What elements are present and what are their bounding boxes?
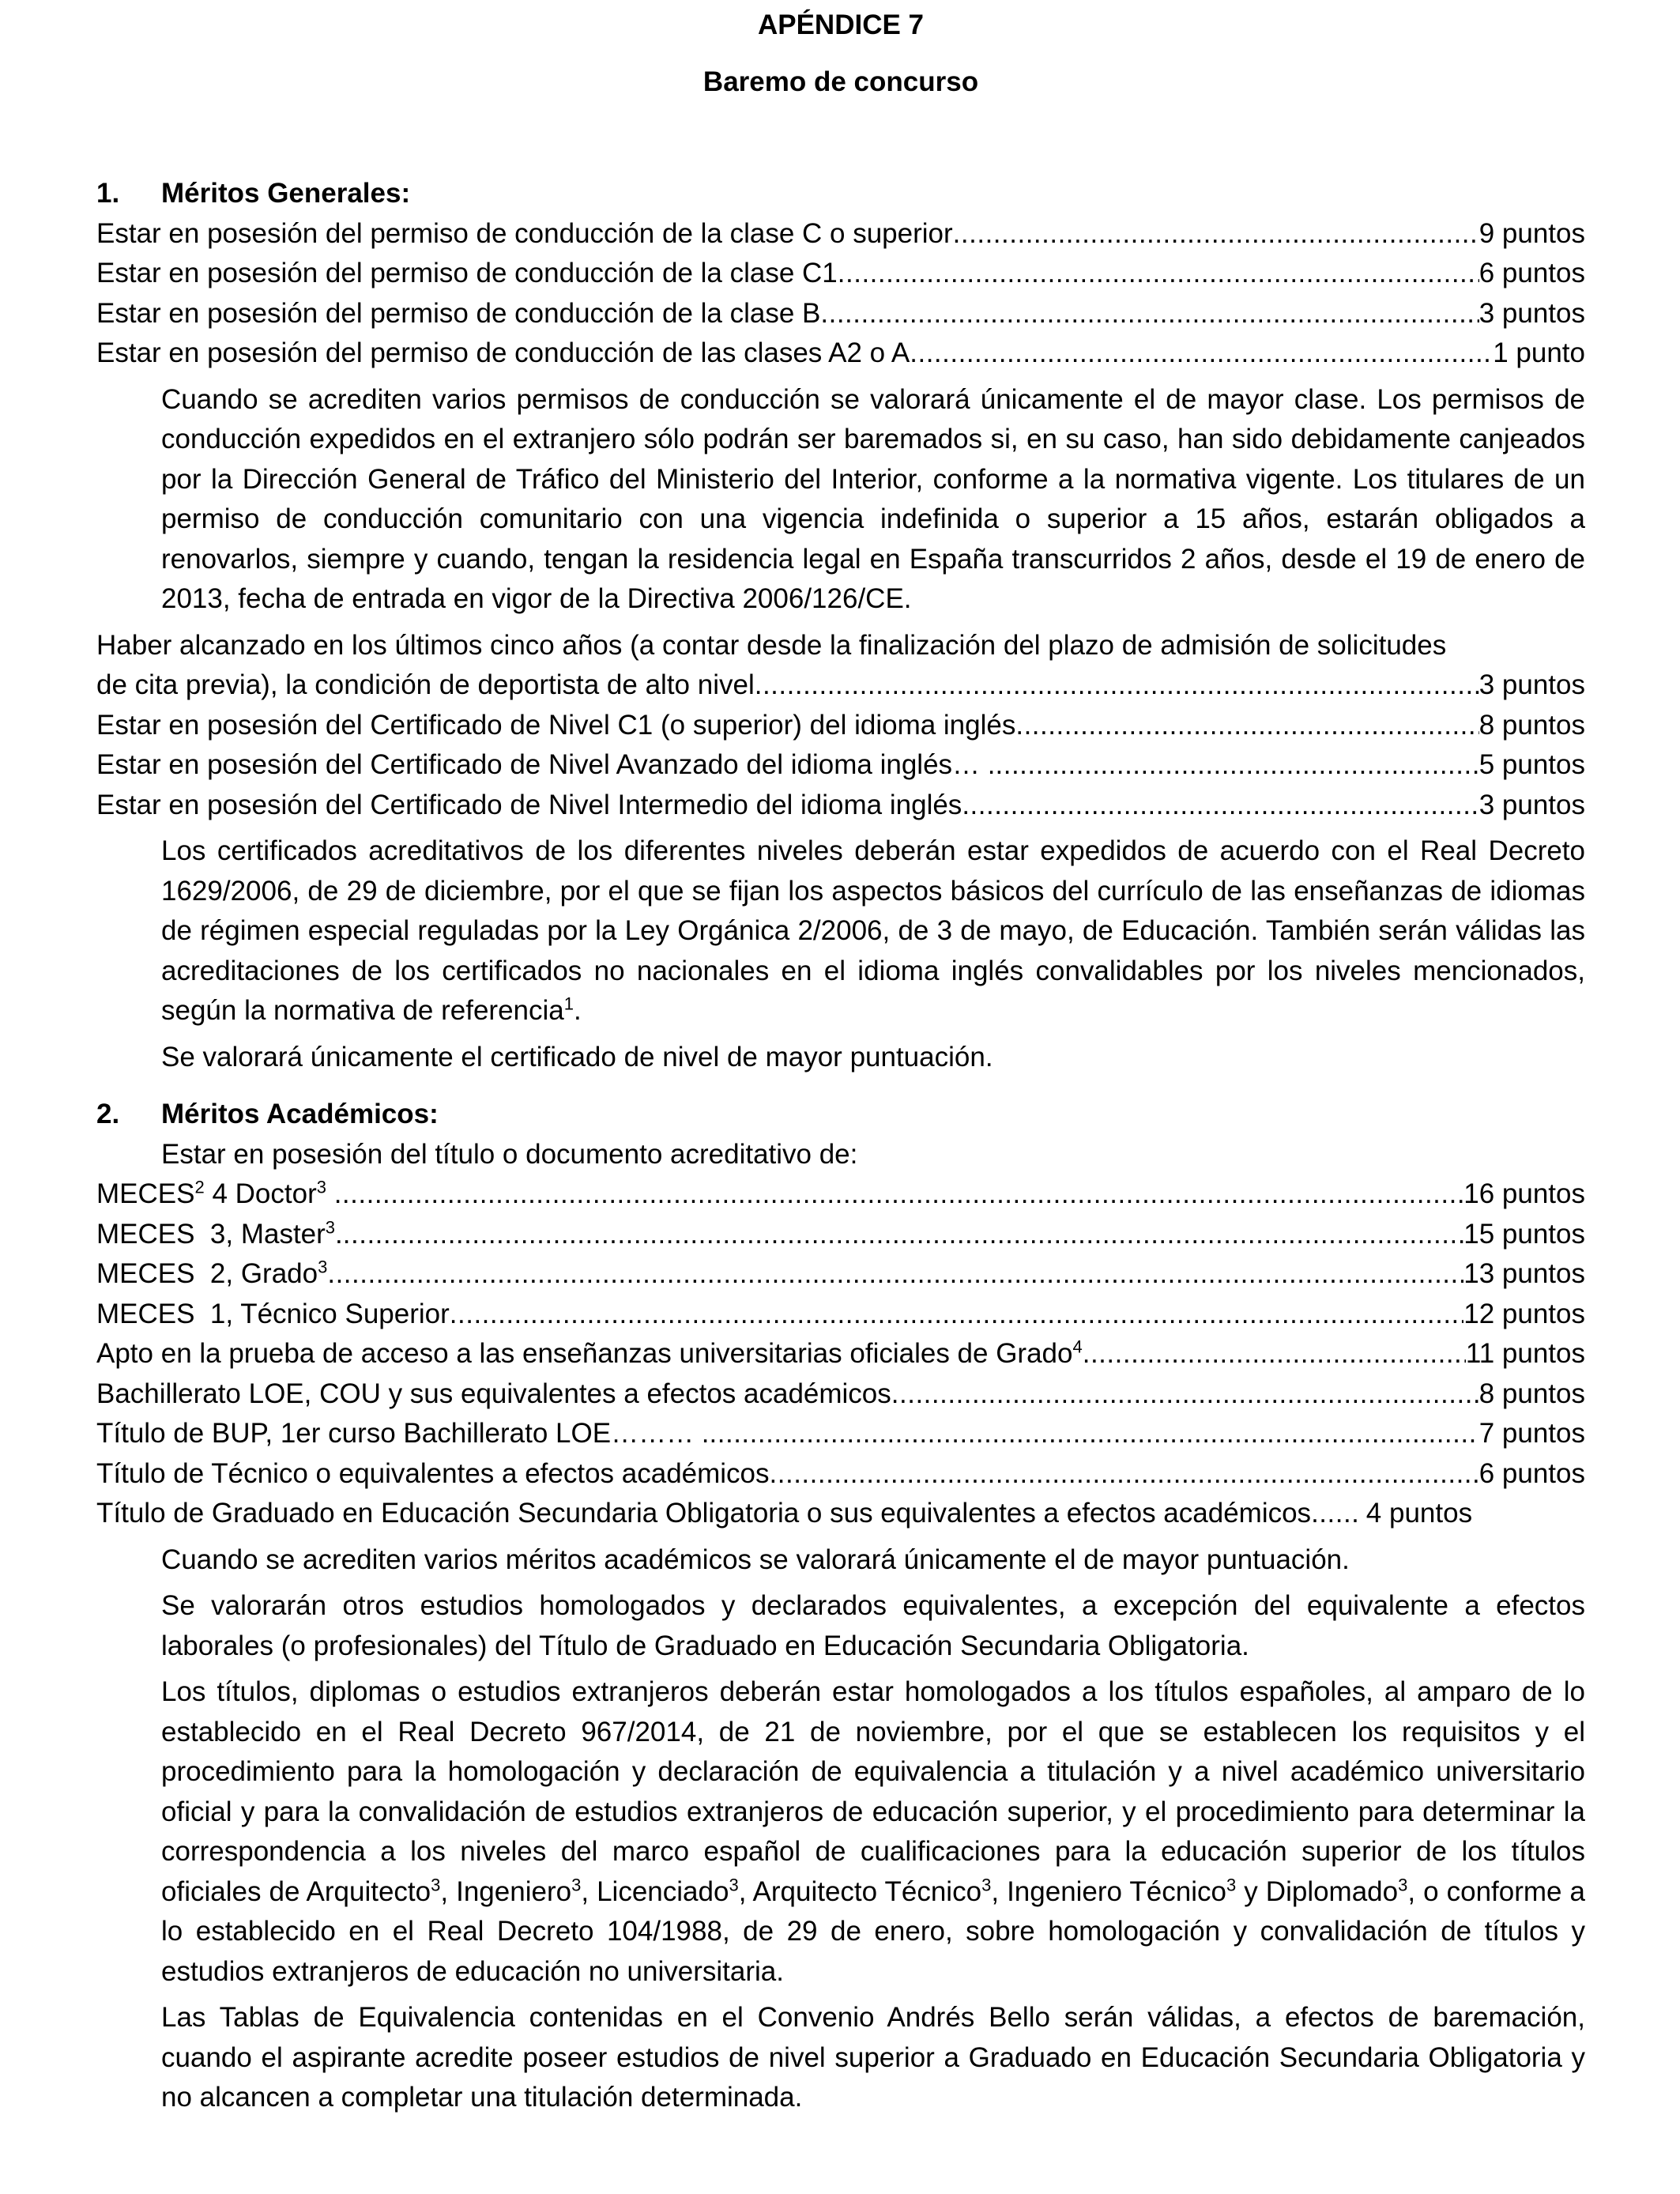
section-intro: Estar en posesión del título o documento acreditativo de: bbox=[161, 1138, 858, 1170]
score-row: MECES$^2$ 4 Doctor$^3$ ..... 16 puntos bbox=[96, 1174, 1585, 1215]
score-row: Bachillerato LOE, COU y sus equivalentes a efectos académicos ..... 8 puntos bbox=[96, 1374, 1585, 1415]
section-number: 2. bbox=[96, 1099, 120, 1129]
score-row: Estar en posesión del permiso de conducción de la clase B ..... 3 puntos bbox=[96, 294, 1585, 334]
page-title: APÉNDICE 7 bbox=[757, 9, 925, 40]
score-row: Apto en la prueba de acceso a las enseñanzas universitarias oficiales de Grado$^4$ ..... 11 puntos bbox=[96, 1334, 1585, 1374]
note-andres-bello: Las Tablas de Equivalencia contenidas en el Convenio Andrés Bello serán válidas, a efectos de baremación, cuando el aspirante acredite poseer estudios de nivel superior a Graduado en Educación Secundaria Obligatoria y no alcancen a completar una titulación determinada. bbox=[161, 2002, 1585, 2113]
section-heading-academic bbox=[96, 1095, 1585, 1135]
score-row: Estar en posesión del permiso de conducción de las clases A2 o A ..... 1 punto bbox=[96, 334, 1585, 374]
note-highest-certificate: Se valorará únicamente el certificado de nivel de mayor puntuación. bbox=[161, 1041, 993, 1072]
score-row: Título de BUP, 1er curso Bachillerato LOE……… . ..... 7 puntos bbox=[96, 1414, 1585, 1454]
score-row: MECES 2, Grado$^3$ ..... 13 puntos bbox=[96, 1254, 1585, 1295]
score-row: MECES 1, Técnico Superior ..... 12 puntos bbox=[96, 1295, 1585, 1335]
section-title: Méritos Académicos: bbox=[161, 1099, 439, 1129]
score-row-athlete: Haber alcanzado en los últimos cinco años (a contar desde la finalización del plazo de admisión de solicitudes de cita previa), la condición de deportista de alto nivel ..... 3 puntos bbox=[96, 626, 1585, 706]
page-subtitle: Baremo de concurso bbox=[703, 66, 979, 97]
note-homologated-studies: Se valorarán otros estudios homologados y declarados equivalentes, a excepción del equivalente a efectos laborales (o profesionales) del Título de Graduado en Educación Secundaria Obligatoria. bbox=[161, 1590, 1585, 1661]
score-row: Estar en posesión del permiso de conducción de la clase C1 ..... 6 puntos bbox=[96, 254, 1585, 294]
section-number: 1. bbox=[96, 178, 120, 209]
note-driving-permits: Cuando se acrediten varios permisos de conducción se valorará únicamente el de mayor clase. Los permisos de conducción expedidos en el extranjero sólo podrán ser baremados si, en su caso, han sido debidamente canjeados por la Dirección General de Tráfico del Ministerio del Interior, conforme a la normativa vigente. Los titulares de un permiso de conducción comunitario con una vigencia indefinida o superior a 15 años, estarán obligados a renovarlos, siempre y cuando, tengan la residencia legal en España transcurridos 2 años, desde el 19 de enero de 2013, fecha de entrada en vigor de la Directiva 2006/126/CE. bbox=[161, 383, 1585, 614]
score-row: Estar en posesión del Certificado de Nivel Avanzado del idioma inglés… . ..... 5 puntos bbox=[96, 745, 1585, 786]
note-academic-highest: Cuando se acrediten varios méritos académicos se valorará únicamente el de mayor puntuación. bbox=[161, 1544, 1350, 1575]
score-row: Título de Graduado en Educación Secundaria Obligatoria o sus equivalentes a efectos académicos ..... 4 puntos bbox=[96, 1494, 1585, 1534]
document-body bbox=[96, 174, 1585, 2124]
note-certificates: Los certificados acreditativos de los diferentes niveles deberán estar expedidos de acuerdo con el Real Decreto 1629/2006, de 29 de diciembre, por el que se fijan los aspectos básicos del currículo de las enseñanzas de idiomas de régimen especial reguladas por la Ley Orgánica 2/2006, de 3 de mayo, de Educación. También serán válidas las acreditaciones de los certificados no nacionales en el idioma inglés convalidables por los niveles mencionados, según la normativa de referencia$^1$. bbox=[161, 835, 1585, 1026]
score-row: Título de Técnico o equivalentes a efectos académicos ..... 6 puntos bbox=[96, 1454, 1585, 1495]
score-row: MECES 3, Master$^3$. ..... 15 puntos bbox=[96, 1215, 1585, 1255]
score-row: Estar en posesión del Certificado de Nivel C1 (o superior) del idioma inglés ..... 8 puntos bbox=[96, 706, 1585, 746]
score-row: Estar en posesión del permiso de conducción de la clase C o superior ..... 9 puntos bbox=[96, 214, 1585, 254]
score-row: Estar en posesión del Certificado de Nivel Intermedio del idioma inglés ..... 3 puntos bbox=[96, 786, 1585, 826]
note-foreign-titles: Los títulos, diplomas o estudios extranjeros deberán estar homologados a los títulos españoles, al amparo de lo establecido en el Real Decreto 967/2014, de 21 de noviembre, por el que se establecen los requisitos y el procedimiento para la homologación y declaración de equivalencia a titulación y a nivel académico universitario oficial y para la convalidación de estudios extranjeros de educación superior, y el procedimiento para determinar la correspondencia a los niveles del marco español de cualificaciones para la educación superior de los títulos oficiales de Arquitecto$^3$, Ingeniero$^3$, Licenciado$^3$, Arquitecto Técnico$^3$, Ingeniero Técnico$^3$ y Diplomado$^3$, o conforme a lo establecido en el Real Decreto 104/1988, de 29 de enero, sobre homologación y convalidación de títulos y estudios extranjeros de educación no universitaria. bbox=[161, 1676, 1586, 1987]
section-title: Méritos Generales: bbox=[161, 178, 411, 209]
section-heading-general bbox=[96, 174, 1585, 214]
